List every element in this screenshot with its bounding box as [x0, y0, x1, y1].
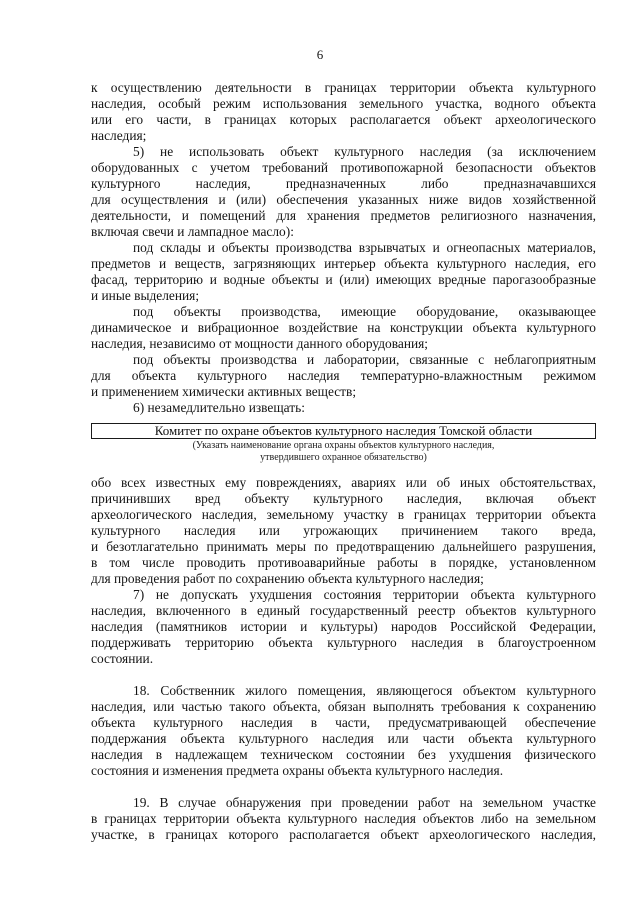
text-line: объекта культурного наследия в части, предусматривающей обеспечение	[91, 715, 596, 730]
text-line: 18. Собственник жилого помещения, являющегося объектом культурного	[133, 683, 596, 698]
text-line: для проведения работ по сохранению объекта культурного наследия;	[91, 571, 484, 586]
text-line: деятельности, и помещений для хранения предметов религиозного назначения,	[91, 208, 596, 223]
text-line: 19. В случае обнаружения при проведении работ на земельном участке	[133, 795, 596, 810]
text-line: для осуществления и (или) обеспечения указанных ниже видов хозяйственной	[91, 192, 596, 207]
text-line: поддержания объекта культурного наследия или части объекта культурного	[91, 731, 596, 746]
text-line: в том числе проводить противоаварийные работы в порядке, установленном	[91, 555, 596, 570]
text-line: 7) не допускать ухудшения состояния территории объекта культурного	[133, 587, 596, 602]
text-line: динамическое и вибрационное воздействие на конструкции объекта культурного	[91, 320, 596, 335]
authority-note: утвердившего охранное обязательство)	[260, 452, 427, 463]
text-line: поддерживать территорию объекта культурного наследия в благоустроенном	[91, 635, 596, 650]
text-line: в границах территории объекта культурного наследия объектов либо на земельном	[91, 811, 596, 826]
text-line: к осуществлению деятельности в границах территории объекта культурного	[91, 80, 596, 95]
text-line: культурного наследия или угрожающих причинением такого вреда,	[91, 523, 596, 538]
text-line: и применением химически активных веществ;	[91, 384, 357, 399]
text-line: наследия в надлежащем техническом состоянии без ухудшения физического	[91, 747, 596, 762]
text-line: под объекты производства, имеющие оборудование, оказывающее	[133, 304, 596, 319]
text-line: наследия, особый режим использования земельного участка, водного объекта	[91, 96, 596, 111]
text-line: состояния и изменения предмета охраны объекта культурного наследия.	[91, 763, 504, 778]
text-line: для объекта культурного наследия температурно-влажностным режимом	[91, 368, 596, 383]
page-number: 6	[316, 47, 324, 62]
text-line: предметов и веществ, загрязняющих интерьер объекта культурного наследия, его	[91, 256, 596, 271]
text-line: причинивших вред объекту культурного наследия, включая объект	[91, 491, 596, 506]
text-line: и иные выделения;	[91, 288, 200, 303]
text-line: состоянии.	[91, 651, 154, 666]
text-line: и безотлагательно принимать меры по предотвращению дальнейшего разрушения,	[91, 539, 596, 554]
text-line: наследия, или частью такого объекта, обязан выполнять требования к сохранению	[91, 699, 596, 714]
authority-name-box: Комитет по охране объектов культурного наследия Томской области	[91, 423, 596, 439]
text-line: под объекты производства и лаборатории, связанные с неблагоприятным	[133, 352, 596, 367]
text-line: наследия, включенного в единый государственный реестр объектов культурного	[91, 603, 596, 618]
text-line: культурного наследия, предназначенных либо предназначавшихся	[91, 176, 596, 191]
text-line: оборудованных с учетом требований противопожарной безопасности объектов	[91, 160, 596, 175]
text-line: обо всех известных ему повреждениях, авариях или об иных обстоятельствах,	[91, 475, 596, 490]
text-line: или его части, в границах которых располагается объект археологического	[91, 112, 596, 127]
text-line: 5) не использовать объект культурного наследия (за исключением	[133, 144, 596, 159]
text-line: 6) незамедлительно извещать:	[133, 400, 305, 415]
text-line: наследия;	[91, 128, 147, 143]
text-line: участке, в границах которого располагается объект археологического наследия,	[91, 827, 596, 842]
authority-note: (Указать наименование органа охраны объектов культурного наследия,	[192, 440, 495, 451]
text-line: фасад, территорию и водные объекты и (или) имеющих вредные парогазообразные	[91, 272, 596, 287]
text-line: наследия, независимо от мощности данного оборудования;	[91, 336, 429, 351]
text-line: наследия (памятников истории и культуры) народов Российской Федерации,	[91, 619, 596, 634]
text-line: включая свечи и лампадное масло):	[91, 224, 294, 239]
text-line: под склады и объекты производства взрывчатых и огнеопасных материалов,	[133, 240, 596, 255]
text-line: археологического наследия, земельному участку в границах территории объекта	[91, 507, 596, 522]
